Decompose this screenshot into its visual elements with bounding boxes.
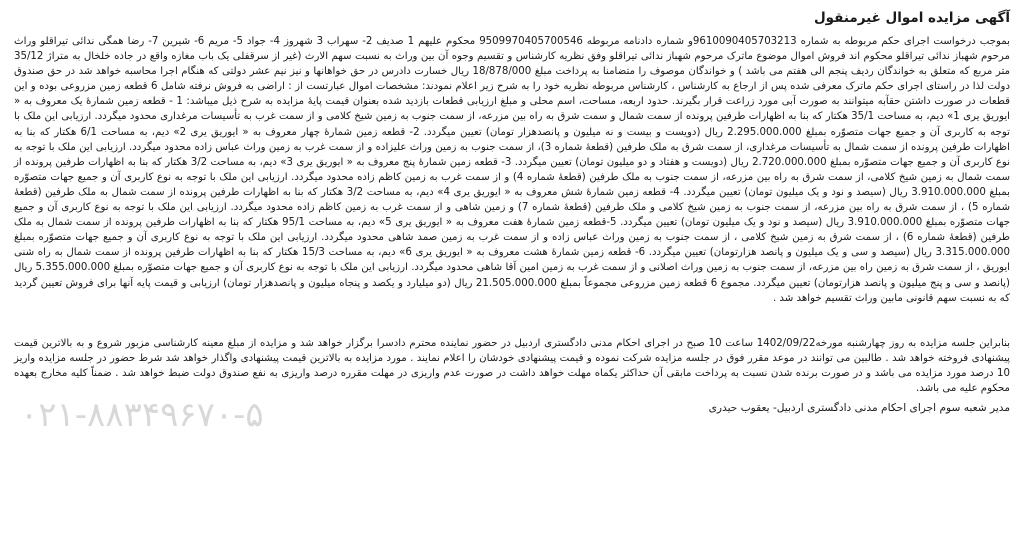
auction-notice: بنابراین جلسه مزایده به روز چهارشنبه مورخه1402/09/22 ساعت 10 صبح در اجرای احکام مدنی دادگستری اردبیل در حضور نماینده محترم دادسرا برگزار خواهد شد و مزایده از مبلغ معینه کارشناسی مزبور شروع و به بالاترین قیمت پیشنهادی فروخته خواهد شد . طالبین می توانند در موعد مقرر فوق در جلسه مزایده شرکت نموده و قیمت پیشنهادی خودشان را اعلام نمایند . مورد مزایده به بالاترین قیمت پیشنهادی واگذار خواهد شد شرط حضور در جلسه مزایده واریز 10 درصد مورد مزایده می باشد و در صورت برنده شدن نسبت به پرداخت مابقی آن حداکثر یکماه مهلت خواهد داشت در صورت عدم واریزی در مهلت مقرره درصد واریزی به نفع صندوق دولت ضبط خواهد شد . ضمناً کلیه مخارج بعهده محکوم علیه می باشد. [14,337,1010,394]
paragraph-gap [14,306,1010,336]
signature: مدیر شعبه سوم اجرای احکام مدنی دادگستری اردبیل- یعقوب حیدری [708,402,1010,415]
watermark-phone: ۰۲۱-۸۸۳۴۹۶۷۰-۵ [20,395,264,435]
notice-title: آگهی مزایده اموال غیرمنقول [813,10,1010,26]
notice-body: بموجب درخواست اجرای حکم مربوطه به شماره 9610090405703213و شماره دادنامه مربوطه 9509970405700546 محکوم علیهم 1 صدیف 2- سهراب 3 شهروز 4- جواد 5- مریم 6- شیرین 7- رضا همگی ندائی تیراقلو وراث مرحوم شهباز ندائی تیراقلو محکوم اند فروش اموال موضوع ماترک مرحوم شهباز ندائی تیراقلو وفق نظریه کارشناس و تقسیم وجوه آن بین وراث به نسبت سهم الارث (غیر از سرقفلی یک باب مغازه واقع در جاده خلخال به متراژ 35/12 متر مربع که متعلق به خواندگان ردیف پنجم الی هفتم می باشد ) و خواندگان موصوف را متضامنا به پرداخت مبلغ 18/878/000 ریال خسارت دادرس در حق خواهانها و نیز نیم عشر دولتی که هنگام اجرا محاسبه خواهد شد در حق صندوق دولت لذا در راستای اجرای حکم ماترک معرفی شده پس از ارجاع به کارشناس ، کارشناس مربوطه نظریه خود را به شرح زیر اعلام نمودند: مشخصات اموال عبارتست از : اراضی به فروش نرفته شامل 6 قطعه زمین مزروعی بوده و این قطعات در صورت داشتن حقآبه میتوانند به صورت آبی مورد زراعت قرار بگیرند. حدود اربعه، مساحت، اسم محلی و مبلغ ارزیابی قطعات بازدید شده بعنوان قیمت پایهٔ مزایده به شرح ذیل میباشد: 1 - قطعه زمین شمارهٔ یک معروف به « ایوریق یری 1» دیم، به مساحت 35/1 هکتار که بنا به اظهارات طرفین پرونده از سمت شمال و سمت شرق به راه بین مزرعه، از سمت جنوب به زمین شیخ کلامی و از سمت غرب به تأسیسات مرغداری محدود میگردد. ارزیابی این ملک با توجه به کاربری آن و جمیع جهات متصوّره بمبلغ 2.295.000.000 ریال (دویست و بیست و نه میلیون و پانصدهزار تومان) تعیین میگردد. 2- قطعه زمین شمارهٔ چهار معروف به « ایوریق یری 2» دیم، به مساحت 6/1 هکتار که بنا به اظهارات طرفین پرونده از سمت شمال به تأسیسات مرغداری، از سمت شرق به ملک طرفین (قطعهٔ شماره 3)، از سمت جنوب به زمین وراث علیزاده و از سمت غرب به زمین وراث عباس زاده محدود میگردد. ارزیابی این ملک با توجه به نوع کاربری آن و جمیع جهات متصوّره بمبلغ 2.720.000.000 ریال (دویست و هفتاد و دو میلیون تومان) تعیین میگردد. 3- قطعه زمین شمارهٔ پنج معروف به « ایوریق یری 3» دیم، به مساحت 3/2 هکتار که بنا به اظهارات طرفین پرونده از سمت شمال به زمین شیخ کلامی، از سمت شرق به راه بین مزرعه، از سمت جنوب به ملک طرفین (قطعهٔ شماره 4) و از سمت غرب به زمین کاظم زاده محدود میگردد. ارزیابی این ملک با توجه به نوع کاربری آن و جمیع جهات متصوّره بمبلغ 3.910.000.000 ریال (سیصد و نود و یک میلیون تومان) تعیین میگردد. 4- قطعه زمین شمارهٔ شش معروف به « ایوریق یری 4» دیم، به مساحت 3/2 هکتار که بنا به اظهارات طرفین پرونده از سمت شمال به ملک طرفین (قطعهٔ شماره 5) ، از سمت شرق به راه بین مزرعه، از سمت جنوب به زمین شیخ کلامی و ملک طرفین (قطعهٔ شماره 7) و زمین شاهی و از سمت غرب به زمین کاظم زاده محدود میگردد. ارزیابی این ملک با توجه به نوع کاربری آن و جمیع جهات متصوّره بمبلغ 3.910.000.000 ریال (سیصد و نود و یک میلیون تومان) تعیین میگردد. 5-قطعه زمین شمارهٔ هفت معروف به « ایوریق یری 5» دیم، به مساحت 95/1 هکتار که بنا به اظهارات طرفین پرونده از سمت شمال به ملک طرفین (قطعهٔ شماره 6) ، از سمت شرق به زمین شیخ کلامی ، از سمت جنوب به زمین وراث عباس زاده و از سمت غرب به زمین صمد شاهی محدود میگردد. ارزیابی این ملک با توجه به نوع کاربری آن و جمیع جهات متصوّره بمبلغ 3.315.000.000 ریال (سیصد و سی و یک میلیون و پانصد هزارتومان) تعیین میگردد. 6- قطعه زمین شمارهٔ هشت معروف به « ایوریق یری 6» دیم، به مساحت 15/3 هکتار که بنا به اظهارات طرفین پرونده از سمت شمال به راه شنی ایوریق ، از سمت شرق به زمین راه بین مزرعه، از سمت جنوب به زمین وراث اصلانی و از سمت غرب به زمین امین آقا شاهی محدود میگردد. ارزیابی این ملک با توجه به نوع کاربری آن و جمیع جهات متصوّره بمبلغ 5.355.000.000 ریال (پانصد و سی و پنج میلیون و پانصد هزارتومان) تعیین میگردد. مجموع 6 قطعه زمین مزروعی مجموعاً بمبلغ 21.505.000.000 ریال (دو میلیارد و یکصد و پنجاه میلیون و پانصدهزار تومان) ارزیابی و قیمت پایه آنها برای فروش تعیین گردید که به نسبت سهم قانونی مابین وراث تقسیم خواهد شد . [14,36,1011,304]
